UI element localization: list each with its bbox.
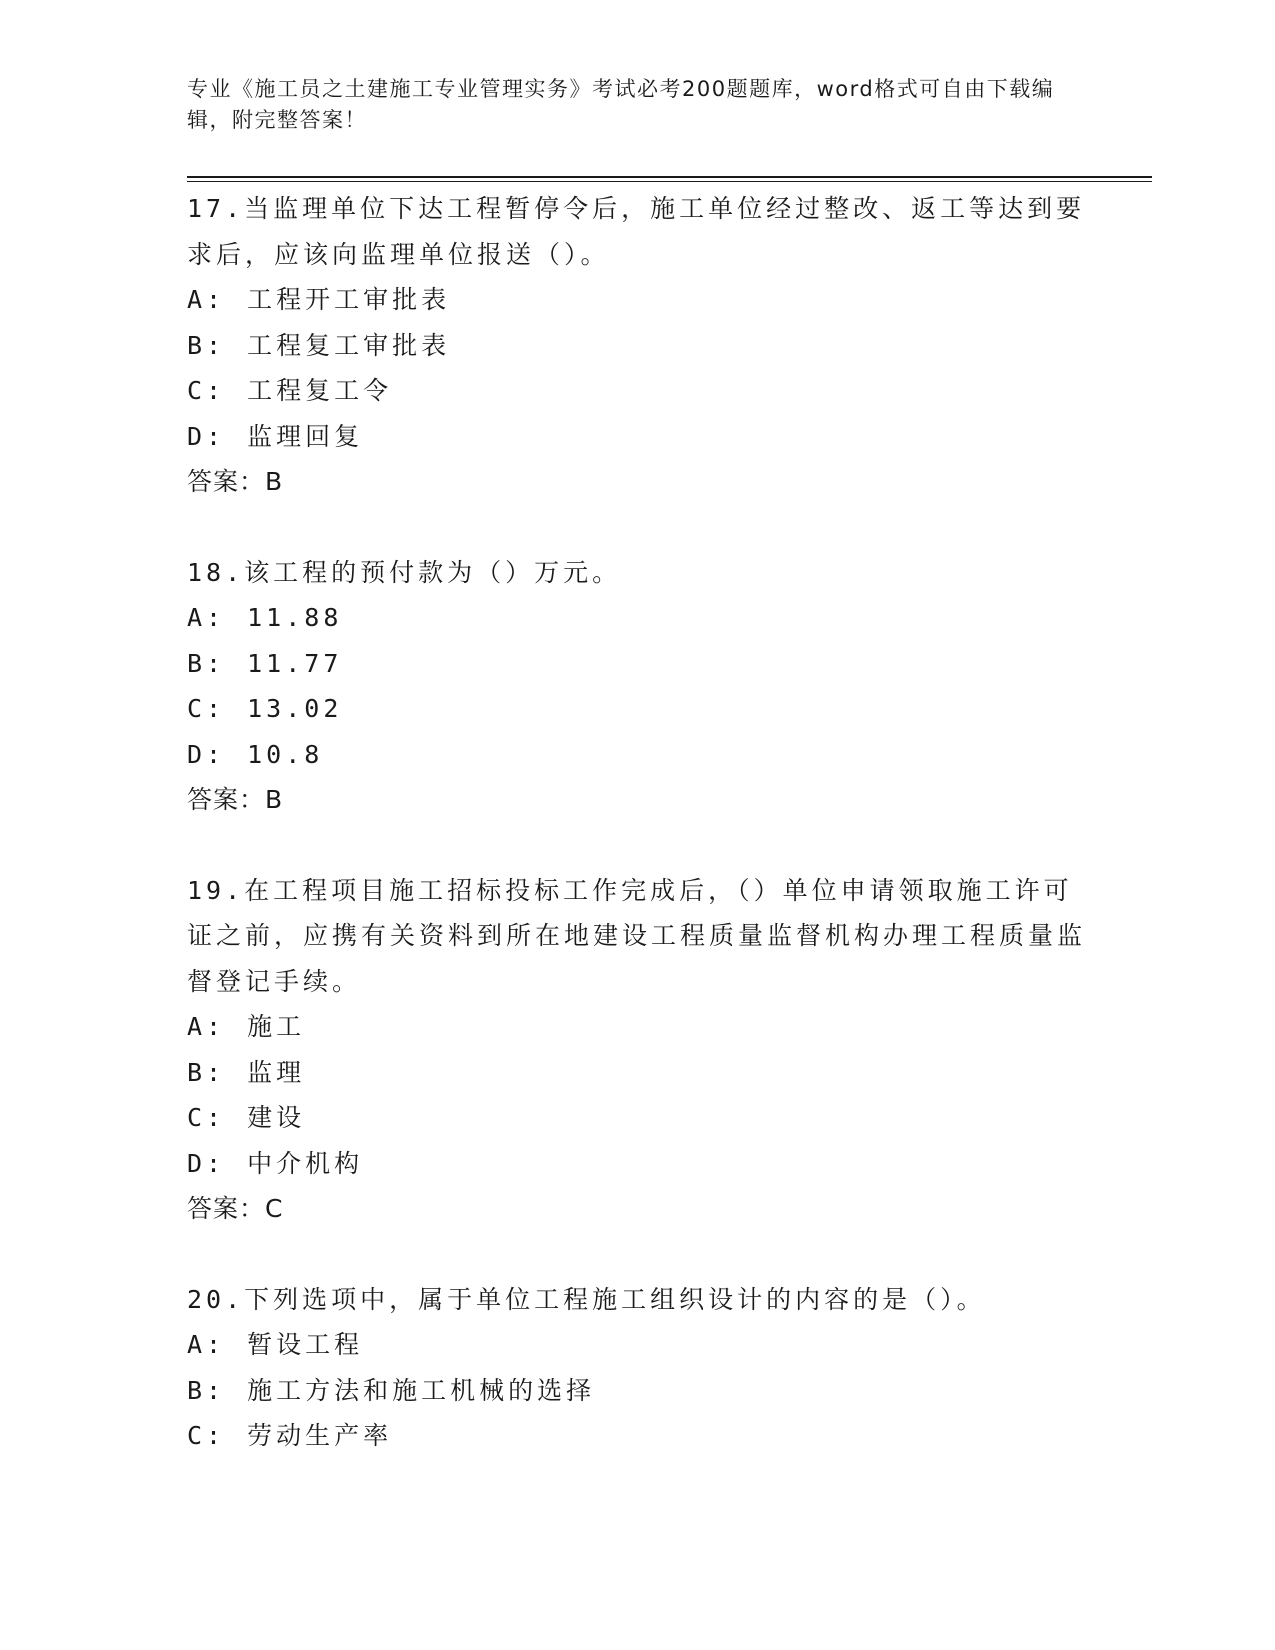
option-letter: B: — [187, 330, 226, 360]
option-text: 监理回复 — [247, 421, 364, 451]
option-letter: D: — [187, 739, 226, 769]
option-text: 监理 — [247, 1057, 306, 1087]
question-list — [187, 186, 1087, 1504]
option-c — [187, 1095, 1087, 1141]
option-a — [187, 277, 1087, 323]
option-text: 中介机构 — [247, 1148, 364, 1178]
option-a — [187, 1004, 1087, 1050]
option-text: 工程开工审批表 — [247, 285, 451, 314]
option-b — [187, 641, 1087, 687]
question-19 — [187, 868, 1087, 1232]
option-letter: D: — [187, 421, 226, 451]
question-stem: 19.在工程项目施工招标投标工作完成后，（）单位申请领取施工许可证之前，应携有关资料到所在地建设工程质量监督机构办理工程质量监督登记手续。 — [187, 875, 1087, 996]
option-letter: B: — [187, 648, 226, 678]
option-letter: A: — [187, 1012, 226, 1041]
option-text: 11.77 — [247, 648, 343, 678]
option-b — [187, 1050, 1087, 1096]
document-header: 专业《施工员之土建施工专业管理实务》考试必考200题题库，word格式可自由下载编辑，附完整答案！ — [187, 77, 1055, 132]
question-stem: 18.该工程的预付款为（）万元。 — [187, 557, 622, 587]
option-letter: A: — [187, 1330, 226, 1359]
option-b — [187, 1368, 1087, 1414]
option-text: 施工 — [247, 1012, 306, 1041]
question-stem: 17.当监理单位下达工程暂停令后，施工单位经过整改、返工等达到要求后，应该向监理单位报送（）。 — [187, 194, 1086, 269]
answer-line: 答案：C — [187, 1194, 284, 1223]
option-letter: D: — [187, 1148, 226, 1178]
header-divider-thick — [187, 176, 1152, 178]
option-letter: B: — [187, 1375, 226, 1405]
option-c — [187, 686, 1087, 732]
option-letter: A: — [187, 285, 226, 314]
option-a — [187, 1322, 1087, 1368]
option-text: 工程复工令 — [247, 376, 393, 405]
option-c — [187, 1413, 1087, 1459]
option-text: 10.8 — [247, 739, 324, 769]
option-text: 13.02 — [247, 694, 343, 723]
option-letter: B: — [187, 1057, 226, 1087]
option-c — [187, 368, 1087, 414]
question-17 — [187, 186, 1087, 505]
option-d — [187, 1141, 1087, 1187]
option-text: 11.88 — [247, 603, 343, 632]
option-a — [187, 595, 1087, 641]
option-text: 暂设工程 — [247, 1330, 364, 1359]
option-text: 劳动生产率 — [247, 1421, 393, 1450]
question-20 — [187, 1277, 1087, 1459]
option-letter: A: — [187, 603, 226, 632]
question-stem: 20.下列选项中，属于单位工程施工组织设计的内容的是（）。 — [187, 1284, 986, 1314]
question-18 — [187, 550, 1087, 823]
option-d — [187, 414, 1087, 460]
option-letter: C: — [187, 376, 226, 405]
option-text: 施工方法和施工机械的选择 — [247, 1375, 596, 1405]
option-d — [187, 732, 1087, 778]
option-letter: C: — [187, 1421, 226, 1450]
header-divider-thin — [187, 181, 1152, 182]
answer-line: 答案：B — [187, 467, 284, 496]
option-letter: C: — [187, 694, 226, 723]
answer-line: 答案：B — [187, 785, 284, 814]
option-text: 工程复工审批表 — [247, 330, 451, 360]
option-b — [187, 323, 1087, 369]
option-text: 建设 — [247, 1103, 306, 1132]
option-letter: C: — [187, 1103, 226, 1132]
